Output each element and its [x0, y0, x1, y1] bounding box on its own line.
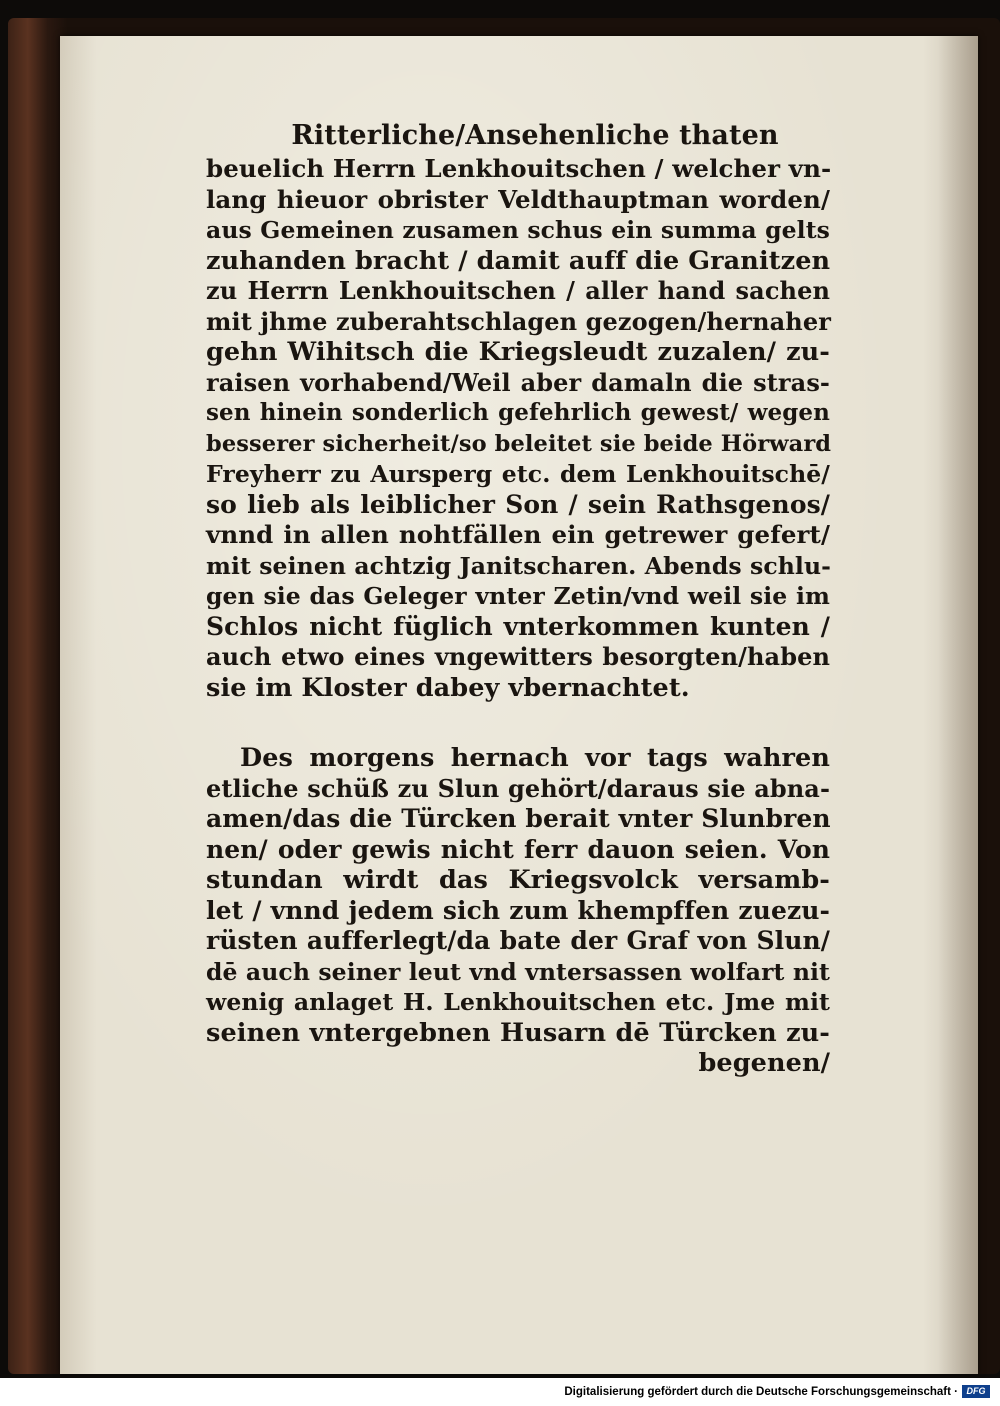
text-line: gehn Wihitsch die Kriegsleudt zuzalen/ zu- [206, 337, 830, 367]
catchword: begenen/ [698, 1048, 830, 1078]
text-line: Des morgens hernach vor tags wahren [240, 743, 830, 773]
text-line: dē auch seiner leut vnd vntersassen wolfart nit [206, 957, 830, 986]
paragraph-gap [206, 703, 830, 743]
text-line: beuelich Herrn Lenkhouitschen / welcher vn- [206, 154, 832, 183]
running-head: Ritterliche/Ansehenliche thaten [291, 120, 779, 151]
text-line: stundan wirdt das Kriegsvolck versamb- [206, 865, 830, 895]
footer-bar [0, 1378, 1000, 1406]
text-line: zu Herrn Lenkhouitschen / aller hand sachen [206, 276, 830, 305]
text-line: sen hinein sonderlich gefehrlich gewest/ wegen [206, 399, 830, 426]
text-line: vnnd in allen nohtfällen ein getrewer gefert/ [206, 520, 830, 549]
text-line: rüsten aufferlegt/da bate der Graf von Slun/ [206, 926, 830, 955]
text-line: raisen vorhabend/Weil aber damaln die stras- [206, 367, 830, 397]
text-line: zuhanden bracht / damit auff die Granitzen [206, 245, 831, 276]
text-line: Schlos nicht füglich vnterkommen kunten / [206, 611, 830, 641]
funding-credit: Digitalisierung gefördert durch die Deutsche Forschungsgemeinschaft · [564, 1386, 958, 1398]
text-line: besserer sicherheit/so beleitet sie beide Hörward [206, 430, 832, 457]
text-line: wenig anlaget H. Lenkhouitschen etc. Jme mit [206, 988, 830, 1016]
text-line: sie im Kloster dabey vbernachtet. [206, 672, 690, 703]
text-line: so lieb als leiblicher Son / sein Rathsgenos/ [206, 489, 830, 519]
page-shadow [938, 36, 978, 1374]
text-line: mit jhme zuberahtschlagen gezogen/hernaher [206, 306, 831, 336]
text-line: gen sie das Geleger vnter Zetin/vnd weil sie im [206, 582, 830, 610]
text-line: mit seinen achtzig Janitscharen. Abends schlu- [206, 551, 831, 580]
text-line: lang hieuor obrister Veldthauptman worden/ [206, 184, 830, 214]
text-line: amen/das die Türcken berait vnter Slunbren [206, 804, 831, 833]
text-line: seinen vntergebnen Husarn dē Türcken zu- [206, 1017, 830, 1048]
text-line: etliche schüß zu Slun gehört/daraus sie abna- [206, 773, 830, 803]
paragraph-1 [206, 154, 830, 703]
text-line: Freyherr zu Aursperg etc. dem Lenkhouitschē/ [206, 460, 830, 488]
text-line: nen/ oder gewis nicht ferr dauon seien. Von [206, 834, 830, 864]
page-text [206, 118, 830, 1079]
text-line: aus Gemeinen zusamen schus ein summa gelts [206, 216, 830, 244]
text-line: auch etwo eines vngewitters besorgten/haben [206, 642, 830, 671]
dfg-logo-icon: DFG [962, 1385, 990, 1398]
text-line: let / vnnd jedem sich zum khempffen zuezu- [206, 895, 830, 925]
paragraph-2 [206, 743, 830, 1079]
